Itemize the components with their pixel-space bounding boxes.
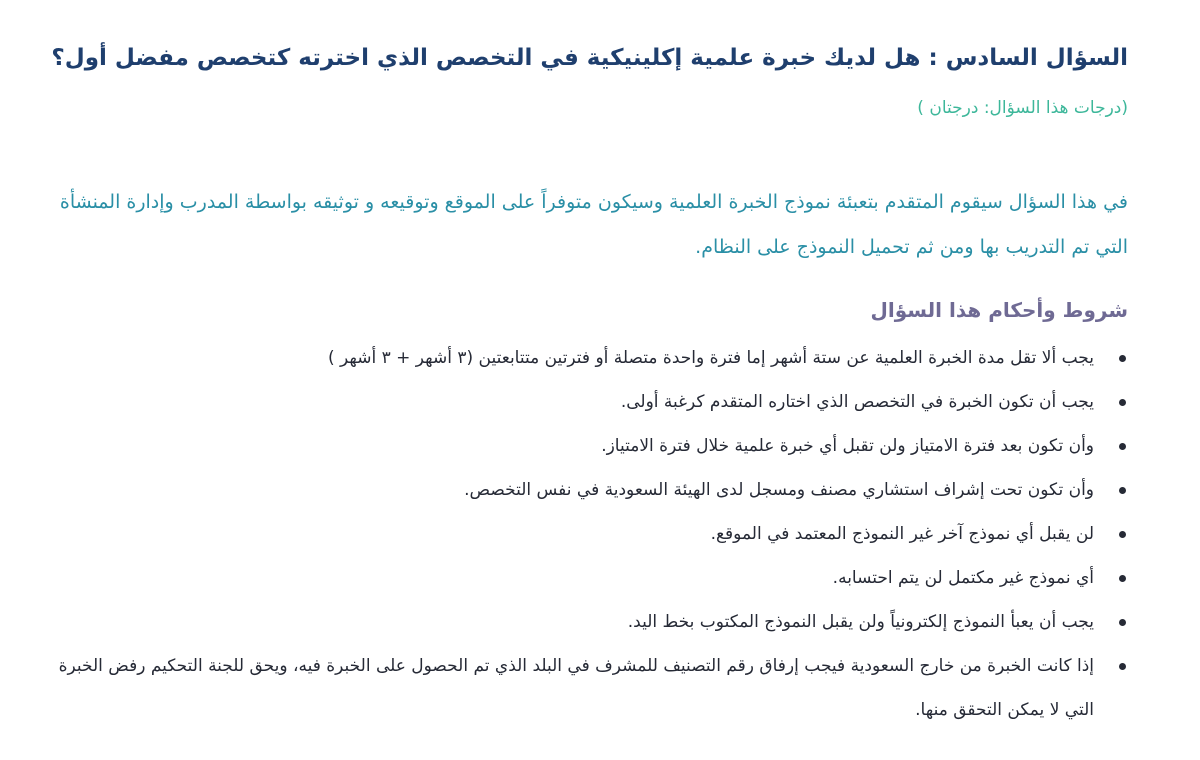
list-item <box>56 424 1128 468</box>
list-item <box>56 380 1128 424</box>
list-item <box>56 644 1128 732</box>
bullet-icon <box>1119 443 1126 450</box>
list-item <box>56 556 1128 600</box>
list-item-text: يجب ألا تقل مدة الخبرة العلمية عن ستة أشهر إما فترة واحدة متصلة أو فترتين متتابعتين (٣ أشهر + ٣ أشهر ) <box>327 348 1094 368</box>
list-item-text: لن يقبل أي نموذج آخر غير النموذج المعتمد في الموقع. <box>710 524 1094 544</box>
conditions-list <box>56 336 1128 732</box>
bullet-icon <box>1119 531 1126 538</box>
bullet-icon <box>1119 355 1126 362</box>
bullet-icon <box>1119 399 1126 406</box>
list-item-text: وأن تكون تحت إشراف استشاري مصنف ومسجل لدى الهيئة السعودية في نفس التخصص. <box>464 480 1094 500</box>
list-item <box>56 336 1128 380</box>
bullet-icon <box>1119 663 1126 670</box>
conditions-heading: شروط وأحكام هذا السؤال <box>870 298 1128 322</box>
bullet-icon <box>1119 487 1126 494</box>
list-item <box>56 600 1128 644</box>
question-title: السؤال السادس : هل لديك خبرة علمية إكلينيكية في التخصص الذي اخترته كتخصص مفضل أول؟ <box>51 45 1128 71</box>
list-item-text: يجب أن تكون الخبرة في التخصص الذي اختاره المتقدم كرغبة أولى. <box>620 392 1094 412</box>
list-item-text: أي نموذج غير مكتمل لن يتم احتسابه. <box>832 568 1094 588</box>
list-item <box>56 468 1128 512</box>
list-item-text: يجب أن يعبأ النموذج إلكترونياً ولن يقبل النموذج المكتوب بخط اليد. <box>627 612 1094 632</box>
bullet-icon <box>1119 575 1126 582</box>
list-item-text: إذا كانت الخبرة من خارج السعودية فيجب إرفاق رقم التصنيف للمشرف في البلد الذي تم الحصول على الخبرة فيه، ويحق للجنة التحكيم رفض الخبرة التي لا يمكن التحقق منها. <box>58 656 1094 720</box>
intro-paragraph: في هذا السؤال سيقوم المتقدم بتعبئة نموذج الخبرة العلمية وسيكون متوفراً على الموقع وتوقيعه و توثيقه بواسطة المدرب وإدارة المنشأة التي تم التدريب بها ومن ثم تحميل النموذج على النظام. <box>59 191 1128 258</box>
list-item <box>56 512 1128 556</box>
bullet-icon <box>1119 619 1126 626</box>
list-item-text: وأن تكون بعد فترة الامتياز ولن تقبل أي خبرة علمية خلال فترة الامتياز. <box>601 436 1094 456</box>
question-points: (درجات هذا السؤال: درجتان ) <box>917 98 1128 118</box>
